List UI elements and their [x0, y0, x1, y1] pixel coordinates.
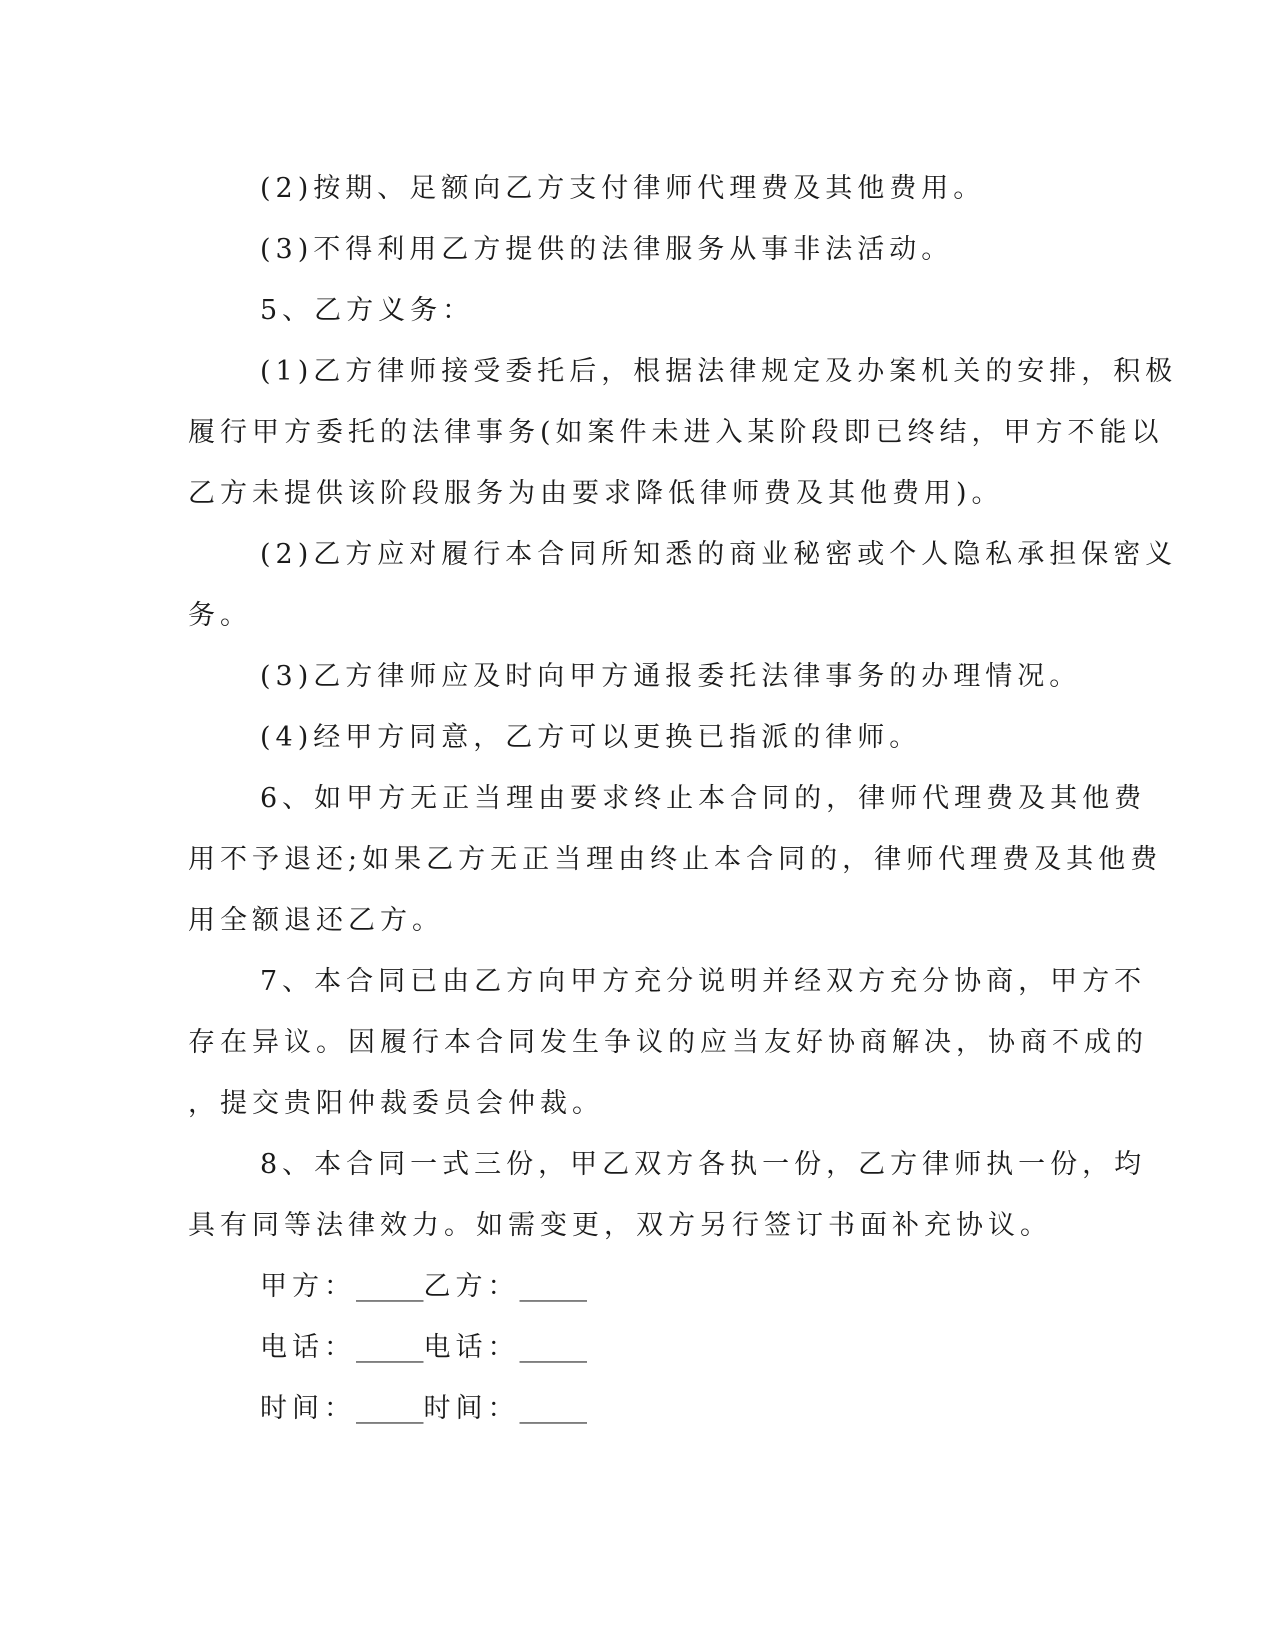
- signature-row-date: [188, 1378, 1088, 1439]
- phone-a-blank: _____: [356, 1332, 424, 1363]
- section-heading-5: [188, 280, 1088, 341]
- text-line: 用不予退还;如果乙方无正当理由终止本合同的，律师代理费及其他费: [188, 844, 1163, 875]
- text-line: 7、本合同已由乙方向甲方充分说明并经双方充分协商，甲方不: [260, 966, 1147, 997]
- text-line: 乙方未提供该阶段服务为由要求降低律师费及其他费用)。: [188, 478, 1004, 509]
- party-b-label: 乙方：: [423, 1271, 520, 1302]
- text-line: (1)乙方律师接受委托后，根据法律规定及办案机关的安排，积极: [260, 356, 1178, 387]
- signature-block: [188, 1256, 1088, 1439]
- date-a-blank: _____: [356, 1393, 424, 1424]
- text-line: 务。: [188, 600, 252, 631]
- phone-a-label: 电话：: [260, 1332, 356, 1363]
- text-line: (2)乙方应对履行本合同所知悉的商业秘密或个人隐私承担保密义: [260, 539, 1178, 570]
- text-line: 履行甲方委托的法律事务(如案件未进入某阶段即已终结，甲方不能以: [188, 417, 1164, 448]
- party-a-label: 甲方：: [260, 1271, 356, 1302]
- signature-row-phone: [188, 1317, 1088, 1378]
- date-b-label: 时间：: [423, 1393, 520, 1424]
- text-line: (3)不得利用乙方提供的法律服务从事非法活动。: [260, 234, 954, 265]
- party-a-blank: _____: [356, 1271, 424, 1302]
- paragraph-5-2: [188, 524, 1178, 646]
- text-line: (3)乙方律师应及时向甲方通报委托法律事务的办理情况。: [260, 661, 1082, 692]
- paragraph-8: [188, 1134, 1147, 1256]
- text-line: 存在异议。因履行本合同发生争议的应当友好协商解决，协商不成的: [188, 1027, 1148, 1058]
- paragraph-5-3: [188, 646, 1088, 707]
- paragraph-5-4: [188, 707, 1088, 768]
- text-line: 6、如甲方无正当理由要求终止本合同的，律师代理费及其他费: [260, 783, 1147, 814]
- text-line: ，提交贵阳仲裁委员会仲裁。: [188, 1088, 604, 1119]
- party-b-blank: _____: [519, 1271, 587, 1302]
- text-line: 用全额退还乙方。: [188, 905, 444, 936]
- paragraph-5-1: [188, 341, 1178, 524]
- text-line: (4)经甲方同意，乙方可以更换已指派的律师。: [260, 722, 922, 753]
- date-b-blank: _____: [519, 1393, 587, 1424]
- date-a-label: 时间：: [260, 1393, 356, 1424]
- paragraph-a2: [188, 158, 1088, 219]
- phone-b-blank: _____: [519, 1332, 587, 1363]
- signature-row-party: [188, 1256, 1088, 1317]
- document-body: [188, 158, 1178, 1439]
- phone-b-label: 电话：: [423, 1332, 520, 1363]
- paragraph-6: [188, 768, 1163, 951]
- text-line: 5、乙方义务：: [260, 295, 475, 326]
- text-line: 具有同等法律效力。如需变更，双方另行签订书面补充协议。: [188, 1210, 1052, 1241]
- text-line: (2)按期、足额向乙方支付律师代理费及其他费用。: [260, 173, 986, 204]
- paragraph-7: [188, 951, 1148, 1134]
- paragraph-a3: [188, 219, 1088, 280]
- text-line: 8、本合同一式三份，甲乙双方各执一份，乙方律师执一份，均: [260, 1149, 1147, 1180]
